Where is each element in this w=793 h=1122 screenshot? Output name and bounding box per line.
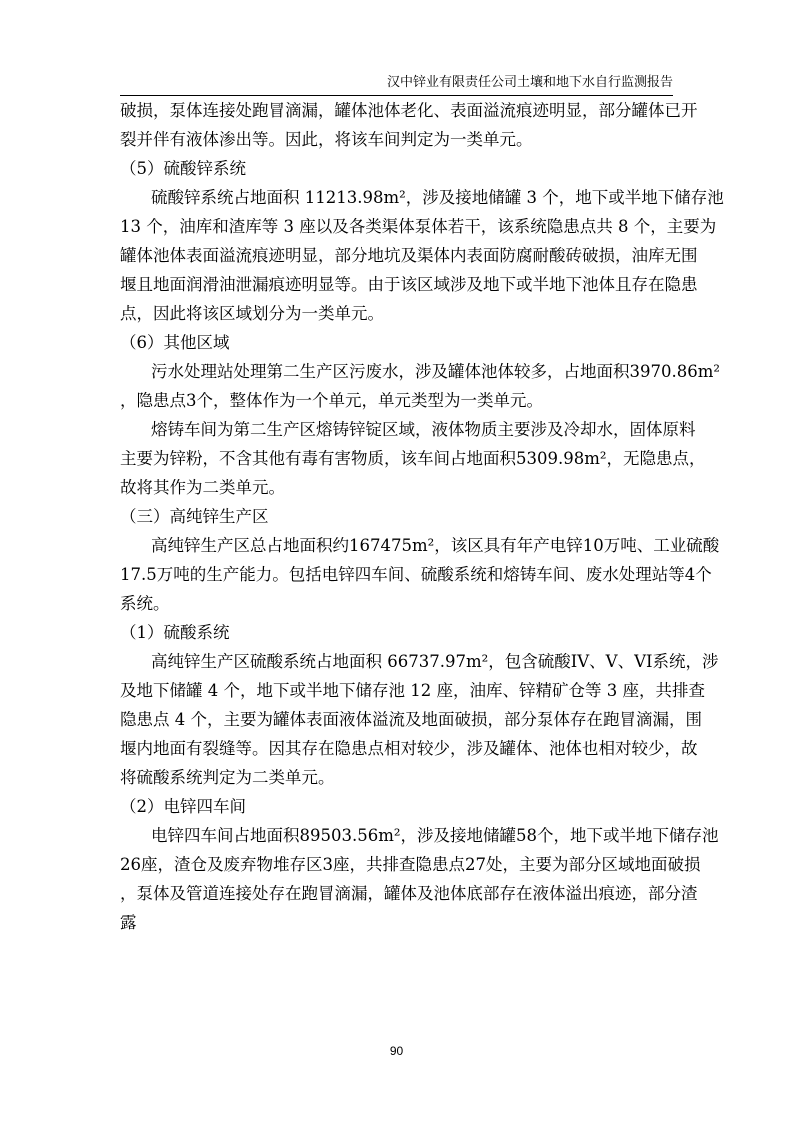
paragraph-sulfate-zinc [120,183,724,328]
section-heading-zinc-workshop-four: （2）电锌四车间 [120,797,246,816]
page-number: 90 [389,1044,404,1058]
text-line: 系统。 [120,594,170,613]
text-line: 高纯锌生产区总占地面积约167475m²，该区具有年产电锌10万吨、工业硫酸 [151,536,720,555]
paragraph-wastewater-station [120,357,720,415]
section-heading-sulfate-zinc: （5）硫酸锌系统 [120,159,246,178]
text-line: 裂并伴有液体渗出等。因此，将该车间判定为一类单元。 [120,130,533,149]
section-heading-high-purity-zinc: （三）高纯锌生产区 [120,507,269,526]
section-heading-sulfuric-acid: （1）硫酸系统 [120,623,230,642]
paragraph-casting-workshop [120,415,706,502]
text-line: 隐患点 4 个，主要为罐体表面液体溢流及地面破损，部分泵体存在跑冒滴漏，围 [120,710,702,729]
text-line: 及地下储罐 4 个，地下或半地下储存池 12 座，油库、锌精矿仓等 3 座，共排查 [120,681,705,700]
text-line: 13 个，油库和渣库等 3 座以及各类渠体泵体若干，该系统隐患点共 8 个，主要为 [120,217,717,236]
text-line: 点，因此将该区域划分为一类单元。 [120,304,384,323]
paragraph-high-purity-zinc [120,531,720,618]
text-line: 电锌四车间占地面积89503.56m²，涉及接地储罐58个，地下或半地下储存池 [151,826,719,845]
text-line: 罐体池体表面溢流痕迹明显，部分地坑及渠体内表面防腐耐酸砖破损，油库无围 [120,246,698,265]
text-line: 熔铸车间为第二生产区熔铸锌锭区域，液体物质主要涉及冷却水，固体原料 [151,420,696,439]
text-line: 破损，泵体连接处跑冒滴漏，罐体池体老化、表面溢流痕迹明显，部分罐体已开 [120,101,698,120]
paragraph-continuation [120,96,698,154]
page-footer [0,1043,793,1059]
text-line: ，隐患点3个，整体作为一个单元，单元类型为一类单元。 [120,391,543,410]
text-line: 露 [120,913,137,932]
paragraph-zinc-workshop-four [120,821,719,937]
text-line: ，泵体及管道连接处存在跑冒滴漏，罐体及池体底部存在液体溢出痕迹，部分渣 [120,884,698,903]
text-line: 26座，渣仓及废弃物堆存区3座，共排查隐患点27处，主要为部分区域地面破损 [120,855,701,874]
text-line: 主要为锌粉，不含其他有毒有害物质，该车间占地面积5309.98m²，无隐患点， [120,449,706,468]
text-line: 故将其作为二类单元。 [120,478,285,497]
header-title: 汉中锌业有限责任公司土壤和地下水自行监测报告 [386,75,673,90]
text-line: 堰且地面润滑油泄漏痕迹明显等。由于该区域涉及地下或半地下池体且存在隐患 [120,275,698,294]
text-line: 17.5万吨的生产能力。包括电锌四车间、硫酸系统和熔铸车间、废水处理站等4个 [120,565,712,584]
page-header [120,74,673,96]
document-body [120,96,724,937]
text-line: 硫酸锌系统占地面积 11213.98m²，涉及接地储罐 3 个，地下或半地下储存池 [151,188,724,207]
text-line: 堰内地面有裂缝等。因其存在隐患点相对较少，涉及罐体、池体也相对较少，故 [120,739,698,758]
text-line: 污水处理站处理第二生产区污废水，涉及罐体池体较多，占地面积3970.86m² [151,362,720,381]
text-line: 将硫酸系统判定为二类单元。 [120,768,335,787]
text-line: 高纯锌生产区硫酸系统占地面积 66737.97m²，包含硫酸IV、V、VI系统，涉 [151,652,719,671]
paragraph-sulfuric-acid [120,647,719,792]
section-heading-other-areas: （6）其他区域 [120,333,230,352]
